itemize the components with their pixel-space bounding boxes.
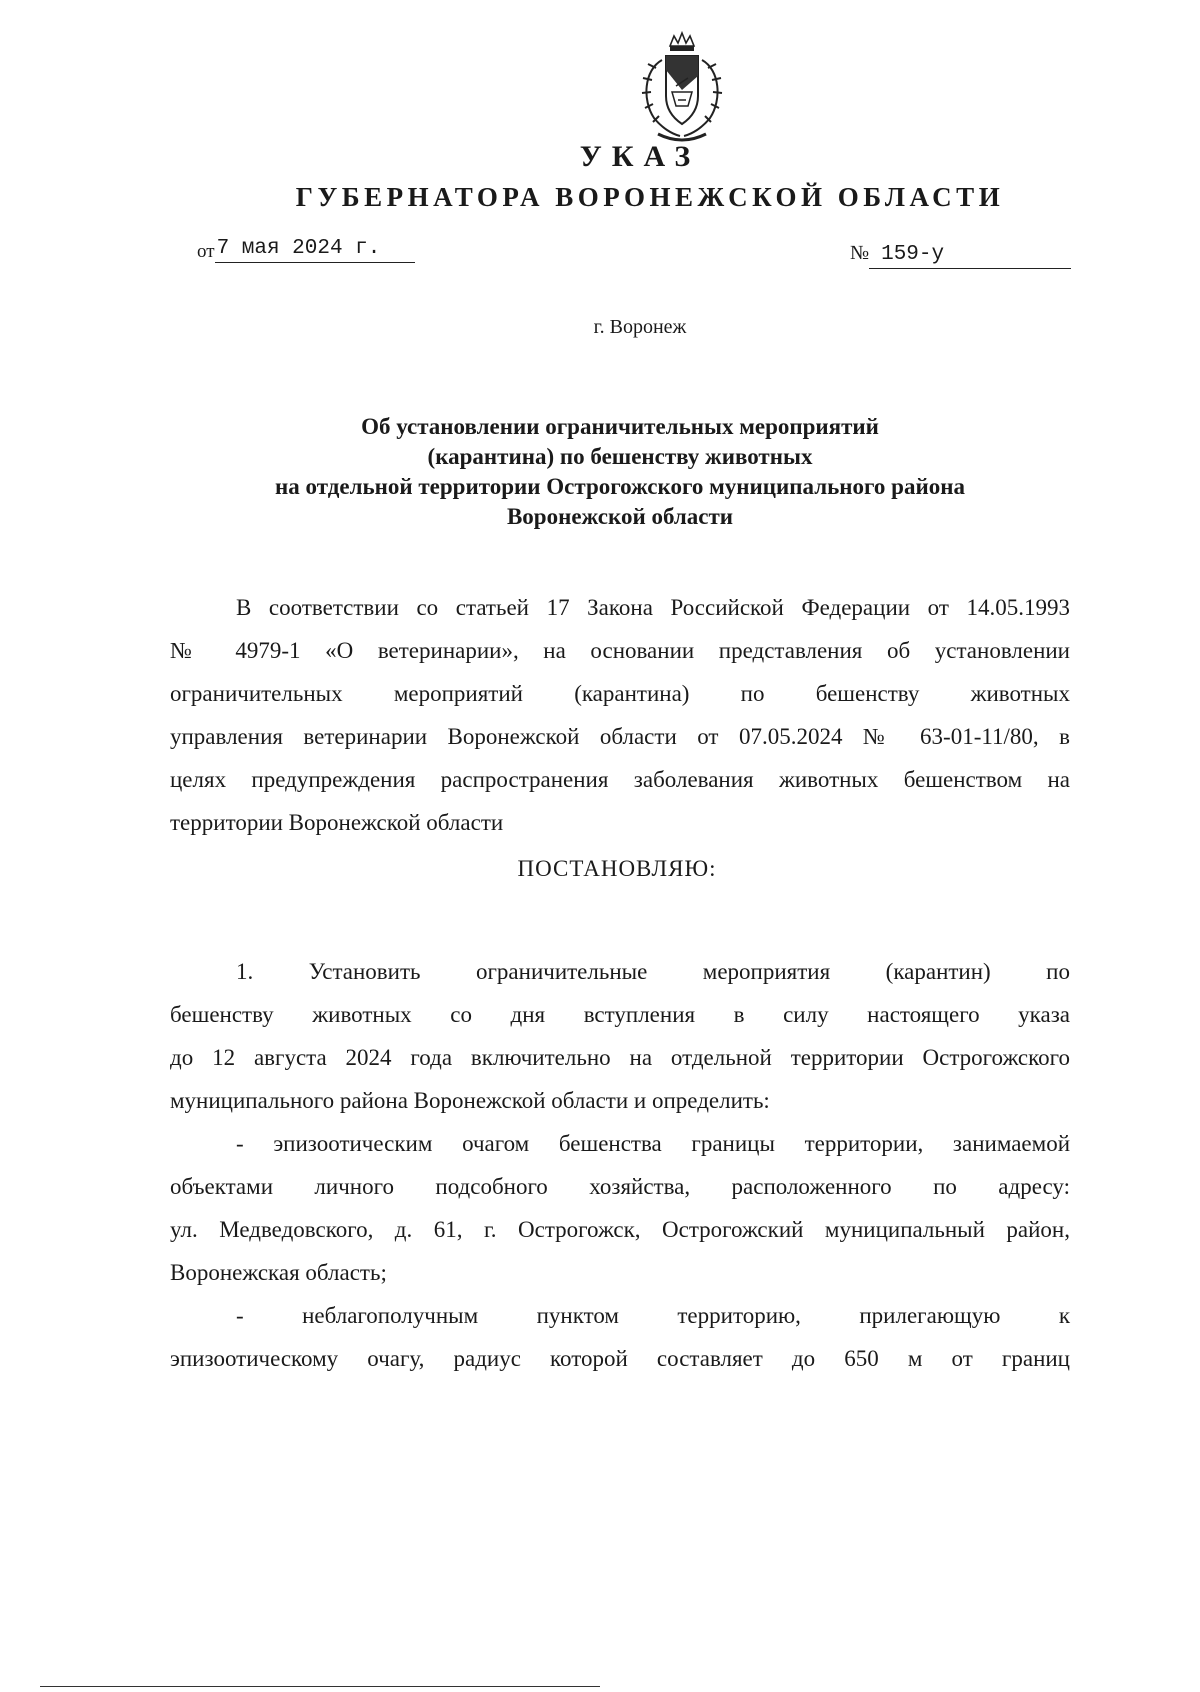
text-line: - эпизоотическим очагом бешенства границы территории, занимаемой (236, 1131, 1070, 1156)
date-prefix: от (197, 241, 215, 262)
text-line: целях предупреждения распространения заболевания животных бешенством на (170, 767, 1070, 792)
text-line: эпизоотическому очагу, радиус которой составляет до 650 м от границ (170, 1346, 1070, 1371)
preamble-paragraph (170, 586, 1070, 844)
text-line: № 4979-1 «О ветеринарии», на основании представления об установлении (170, 638, 1070, 663)
number-prefix: № (850, 242, 870, 264)
document-subtitle: ГУБЕРНАТОРА ВОРОНЕЖСКОЙ ОБЛАСТИ (295, 182, 1005, 212)
city-label: г. Воронеж (593, 316, 687, 338)
text-line: - неблагополучным пунктом территорию, прилегающую к (236, 1303, 1070, 1328)
heading-line: Воронежской области (506, 504, 734, 529)
decree-heading (170, 412, 1070, 532)
text-line: бешенству животных со дня вступления в силу настоящего указа (170, 1002, 1070, 1027)
text-line: ул. Медведовского, д. 61, г. Острогожск, Острогожский муниципальный район, (170, 1217, 1070, 1242)
text-line: управления ветеринарии Воронежской области от 07.05.2024 № 63-01-11/80, в (170, 724, 1070, 749)
text-line: ограничительных мероприятий (карантина) по бешенству животных (170, 681, 1070, 706)
date-value: 7 мая 2024 г. (215, 236, 415, 263)
number-value: 159-у (869, 242, 1071, 269)
footer-divider (40, 1686, 600, 1687)
decree-body (170, 950, 1070, 1380)
text-line: территории Воронежской области (170, 810, 504, 835)
heading-line: на отдельной территории Острогожского муниципального района (275, 474, 965, 499)
coat-of-arms-icon (632, 30, 732, 148)
document-title: УКАЗ (579, 140, 701, 173)
heading-line: (карантина) по бешенству животных (427, 444, 813, 469)
heading-line: Об установлении ограничительных мероприятий (361, 414, 879, 439)
text-line: Воронежская область; (170, 1260, 387, 1285)
text-line: объектами личного подсобного хозяйства, расположенного по адресу: (170, 1174, 1070, 1199)
resolve-heading: ПОСТАНОВЛЯЮ: (517, 856, 717, 881)
text-line: до 12 августа 2024 года включительно на отдельной территории Острогожского (170, 1045, 1070, 1070)
text-line: 1. Установить ограничительные мероприятия (карантин) по (236, 959, 1070, 984)
text-line: муниципального района Воронежской области и определить: (170, 1088, 770, 1113)
date-field (197, 236, 415, 263)
number-field (850, 242, 1071, 269)
text-line: В соответствии со статьей 17 Закона Российской Федерации от 14.05.1993 (236, 595, 1070, 620)
